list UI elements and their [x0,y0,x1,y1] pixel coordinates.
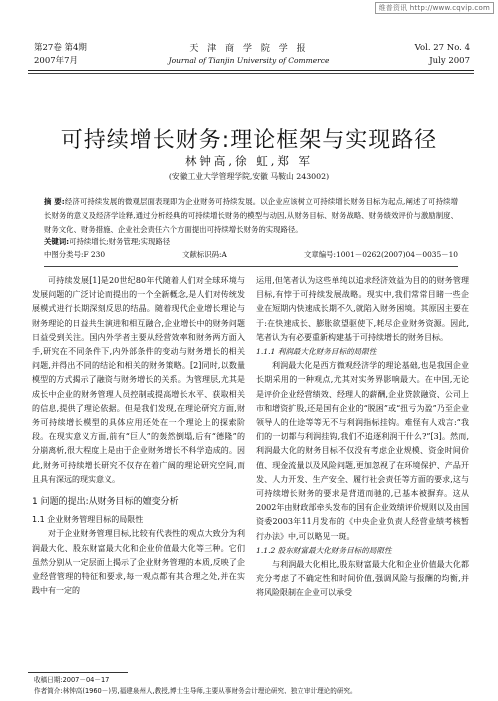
article-authors: 林钟高,徐 虹,郑 军 [184,154,314,168]
body-paragraph: 与利润最大化相比,股东财富最大化和企业价值最大化都充分考虑了不确定性和时间价值,强调风险与报酬的均衡,并将风险限制在企业可以承受 [256,560,469,598]
document-code: 文献标识码:A [182,250,227,259]
classification-line [44,249,458,260]
keywords [44,236,170,247]
article-title: 可持续增长财务:理论框架与实现路径 [60,128,438,153]
article-number: 文章编号:1001－0262(2007)04－0035－10 [303,250,458,259]
journal-volume-en: Vol. 27 No. 4 [414,43,470,53]
journal-date: 2007年7月 [34,56,79,66]
body-column-left [32,274,245,598]
footnote-rule [28,672,128,673]
journal-name-cn: 天 津 商 学 院 学 报 [189,44,309,54]
subsection-heading: 1.1 企业财务管理目标的局限性 [32,515,144,525]
section-heading: 1 问题的提出:从财务目标的嬗变分析 [32,497,179,508]
journal-name-en: Journal of Tianjin University of Commerce [168,56,330,65]
abstract [44,195,458,237]
clc-number: 中图分类号:F 230 [44,250,106,259]
article-affiliation: (安徽工业大学管理学院,安徽 马鞍山 243002) [168,172,330,181]
abstract-label: 摘 要: [44,197,65,206]
header-rule [28,70,474,71]
journal-date-en: July 2007 [429,56,470,66]
header-rule-thin [28,73,474,74]
body-paragraph: 利润最大化是西方微观经济学的理论基础,也是我国企业长期采用的一种观点,尤其对实务界影响最大。在中国,无论是评价企业经营绩效、经理人的薪酬,企业贷款融资、公司上市和增资扩股,还是国有企业的“脱困”或“扭亏为盈”乃至企业领导人的仕途等等无不与利润指标挂钩。难怪有人戏言:“我们的一切都与利润挂钩,我们不追逐利润干什么?”[3]。然而,利润最大化的财务目标不仅没有考虑企业规模、资金时间价值、现金流量以及风险问题,更加忽视了在环境保护、产品开发、人力开发、生产安全、履行社会责任等方面的要求,这与可持续增长财务的要求是背道而驰的,已基本被摒弃。这从2002年由财政部牵头发布的国有企业效绩评价规则以及由国资委2003年11月发布的《中央企业负责人经营业绩考核暂行办法》中,可以略见一斑。 [256,361,469,541]
author-bio: 作者简介:林钟高(1960－)男,福建泉州人,教授,博士生导师,主要从事财务会计理论研究、独立审计理论的研究。 [34,687,357,695]
body-column-right [256,274,469,601]
watermark: 维普资讯 http://www.cqvip.com [375,2,494,14]
journal-volume: 第27卷 第4期 [34,43,87,53]
received-date: 收稿日期:2007－04－17 [34,676,110,684]
body-paragraph: 对于企业财务管理目标,比较有代表性的观点大致分为利润最大化、股东财富最大化和企业价值最大化等三种。它们虽然分别从一定层面上揭示了企业财务管理的本质,反映了企业经营管理的特征和要求,每一观点都有其合理之处,并在实践中有一定的 [32,529,245,596]
body-paragraph: 运用,但笔者认为这些单纯以追求经济效益为目的的财务管理目标,有悖于可持续发展战略。现实中,我们常常目睹一些企业在短期内快速成长期不久,就陷入财务困境。其原因主要在于:在快速成长、膨胀欲望驱使下,耗尽企业财务资源。因此,笔者认为有必要重新构建基于可持续增长的财务目标。 [256,276,469,342]
keywords-label: 关键词: [44,237,70,246]
abstract-rule [44,266,458,267]
keywords-text: 可持续增长;财务管理;实现路径 [69,237,171,246]
abstract-text: 经济可持续发展的微观层面表现即为企业财务可持续发展。以企业应该树立可持续增长财务目标为起点,阐述了可持续增长财务的意义及经济学诠释,通过分析经典的可持续增长财务的模型与动因,从财务目标、财务战略、财务绩效评价与激励制度、财务文化、财务措施、企业社会责任六个方面提出可持续增长财务的实现路径。 [44,197,458,234]
subsubsection-heading: 1.1.2 股东财富最大化财务目标的局限性 [256,545,392,555]
body-paragraph: 可持续发展[1]是20世纪80年代随着人们对全球环境与发展问题的广泛讨论而提出的一个全新概念,是人们对传统发展模式进行长期深刻反思的结晶。随着现代企业增长理论与财务理论的日益共生演进和相互融合,企业增长中的财务问题日益受到关注。国内外学者主要从经营效率和财务两方面入手,研究在不同条件下,内外部条件的变动与财务增长的相关问题,并得出不同的结论和相关的财务策略。[2]同时,以数量模型的方式揭示了融资与财务增长的关系。为管理层,尤其是成长中企业的财务管理人员控制或提高增长水平、获取相关的信息,提供了理论依据。但是我们发现,在理论研究方面,财务可持续增长模型的具体应用还处在一个理论上的探索阶段。在现实意义方面,前有“巨人”的轰然倒塌,后有“德隆”的分崩离析,很大程度上是由于企业财务增长不科学造成的。因此,财务可持续增长研究不仅存在着广阔的理论研究空间,而且具有深远的现实意义。 [32,276,245,484]
subsubsection-heading: 1.1.1 利润最大化财务目标的局限性 [256,347,377,357]
